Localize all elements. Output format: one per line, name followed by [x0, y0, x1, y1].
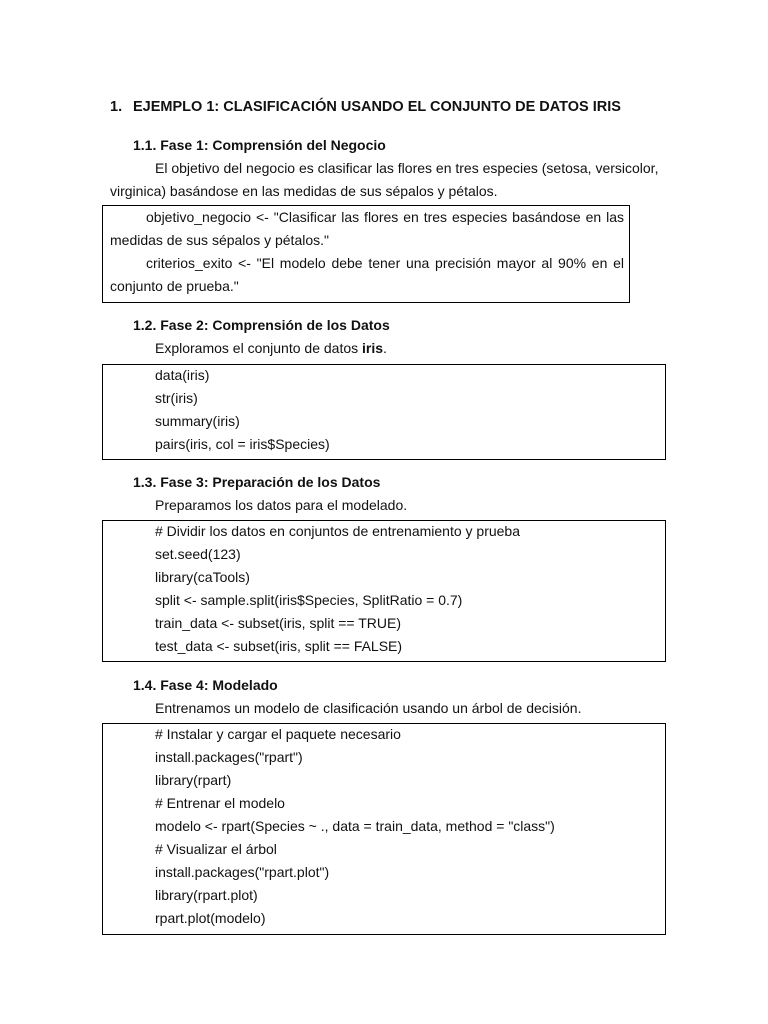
- phase4-code-box: [102, 723, 666, 935]
- code-line: library(rpart): [155, 772, 232, 788]
- phase2-paragraph-prefix: Exploramos el conjunto de datos: [155, 340, 363, 356]
- code-line: split <- sample.split(iris$Species, SplitRatio = 0.7): [155, 592, 463, 608]
- phase2-paragraph: [155, 340, 387, 356]
- phase1-paragraph-line1: El objetivo del negocio es clasificar las flores en tres especies (setosa, versicolor,: [155, 160, 659, 176]
- code-line: pairs(iris, col = iris$Species): [155, 436, 330, 452]
- code-line: summary(iris): [155, 413, 240, 429]
- code-line: library(rpart.plot): [155, 887, 258, 903]
- code-line: str(iris): [155, 390, 198, 406]
- phase3-heading: 1.3. Fase 3: Preparación de los Datos: [133, 474, 381, 490]
- code-line: rpart.plot(modelo): [155, 910, 266, 926]
- phase1-code-box: [102, 205, 630, 303]
- code-comment: # Dividir los datos en conjuntos de entrenamiento y prueba: [155, 523, 520, 539]
- dataset-name: iris: [362, 340, 384, 356]
- code-line: modelo <- rpart(Species ~ ., data = train_data, method = "class"): [155, 818, 555, 834]
- code-line: data(iris): [155, 367, 210, 383]
- phase2-code-box: [102, 364, 666, 460]
- code-comment: # Instalar y cargar el paquete necesario: [155, 726, 401, 742]
- code-line: library(caTools): [155, 569, 250, 585]
- code-comment: # Entrenar el modelo: [155, 795, 285, 811]
- code-comment: # Visualizar el árbol: [155, 841, 277, 857]
- section-number: 1.: [110, 99, 123, 115]
- phase1-heading: 1.1. Fase 1: Comprensión del Negocio: [133, 137, 386, 153]
- section-title: EJEMPLO 1: CLASIFICACIÓN USANDO EL CONJUNTO DE DATOS IRIS: [133, 99, 621, 115]
- code-line: install.packages("rpart.plot"): [155, 864, 330, 880]
- code-line: install.packages("rpart"): [155, 749, 303, 765]
- code-line: train_data <- subset(iris, split == TRUE): [155, 615, 402, 631]
- code-criterios-exito: criterios_exito <- "El modelo debe tener una precisión mayor al 90% en el conjunto de prueba.": [110, 255, 624, 294]
- code-objetivo-negocio: objetivo_negocio <- "Clasificar las flores en tres especies basándose en las medidas de sus sépalos y pétalos.": [110, 209, 624, 248]
- phase2-paragraph-suffix: .: [383, 340, 387, 356]
- code-line: set.seed(123): [155, 546, 241, 562]
- phase2-heading: 1.2. Fase 2: Comprensión de los Datos: [133, 317, 390, 333]
- phase3-code-box: [102, 520, 666, 662]
- phase1-paragraph-line2: virginica) basándose en las medidas de sus sépalos y pétalos.: [110, 183, 498, 199]
- code-line: test_data <- subset(iris, split == FALSE): [155, 638, 403, 654]
- phase4-heading: 1.4. Fase 4: Modelado: [133, 677, 278, 693]
- phase4-paragraph: Entrenamos un modelo de clasificación usando un árbol de decisión.: [155, 700, 582, 716]
- phase3-paragraph: Preparamos los datos para el modelado.: [155, 497, 408, 513]
